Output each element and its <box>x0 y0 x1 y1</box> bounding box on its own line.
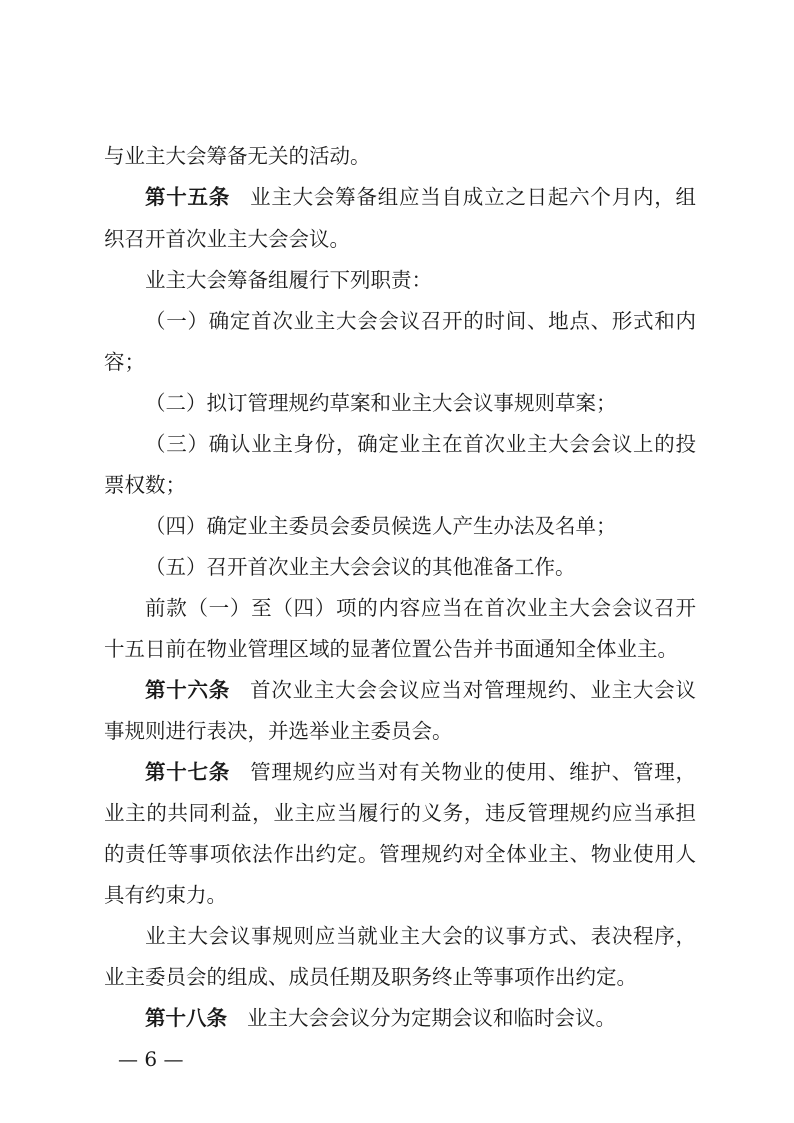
list-item <box>145 513 696 539</box>
text-line <box>104 226 696 252</box>
text-line <box>104 636 696 662</box>
line-text: 与业主大会筹备无关的活动。 <box>104 144 371 168</box>
text-line <box>104 964 696 990</box>
line-text: 票权数； <box>104 473 186 497</box>
line-text: 首次业主大会会议应当对管理规约、业主大会议 <box>250 678 696 702</box>
list-item <box>145 390 696 416</box>
text-line <box>104 472 696 498</box>
list-item <box>145 431 696 457</box>
line-text: 业主委员会的组成、成员任期及职务终止等事项作出约定。 <box>104 965 637 989</box>
line-text: 前款（一）至（四）项的内容应当在首次业主大会会议召开 <box>145 596 696 620</box>
article-line <box>145 677 696 703</box>
line-text: （一）确定首次业主大会会议召开的时间、地点、形式和内 <box>145 309 696 333</box>
line-text: 业主的共同利益，业主应当履行的义务，违反管理规约应当承担 <box>104 801 696 825</box>
line-text: （四）确定业主委员会委员候选人产生办法及名单； <box>145 514 617 538</box>
article-heading: 第十七条 <box>145 760 231 784</box>
text-line <box>145 267 696 293</box>
line-text: 容； <box>104 350 145 374</box>
article-line <box>145 759 696 785</box>
line-text: 具有约束力。 <box>104 883 227 907</box>
article-line <box>145 184 696 210</box>
line-text: 织召开首次业主大会会议。 <box>104 227 350 251</box>
line-text: 业主大会议事规则应当就业主大会的议事方式、表决程序， <box>145 924 696 948</box>
line-text: 事规则进行表决，并选举业主委员会。 <box>104 719 453 743</box>
text-line <box>104 882 696 908</box>
text-line <box>104 143 696 169</box>
line-text: 的责任等事项依法作出约定。管理规约对全体业主、物业使用人 <box>104 842 696 866</box>
line-text: 十五日前在物业管理区域的显著位置公告并书面通知全体业主。 <box>104 637 678 661</box>
text-line <box>104 718 696 744</box>
line-text: 业主大会会议分为定期会议和临时会议。 <box>247 1006 616 1030</box>
text-line <box>145 595 696 621</box>
text-line <box>145 923 696 949</box>
text-line <box>104 800 696 826</box>
line-text: （二）拟订管理规约草案和业主大会议事规则草案； <box>145 391 617 415</box>
page-number: — 6 — <box>118 1047 184 1071</box>
article-line <box>145 1005 696 1031</box>
line-text: （五）召开首次业主大会会议的其他准备工作。 <box>145 555 576 579</box>
article-heading: 第十五条 <box>145 185 231 209</box>
line-text: 管理规约应当对有关物业的使用、维护、管理， <box>250 760 696 784</box>
line-text: （三）确认业主身份，确定业主在首次业主大会会议上的投 <box>145 432 696 456</box>
article-heading: 第十六条 <box>145 678 231 702</box>
list-item <box>145 554 696 580</box>
text-line <box>104 349 696 375</box>
text-line <box>104 841 696 867</box>
list-item <box>145 308 696 334</box>
line-text: 业主大会筹备组履行下列职责： <box>145 268 432 292</box>
article-heading: 第十八条 <box>145 1006 227 1030</box>
line-text: 业主大会筹备组应当自成立之日起六个月内，组 <box>250 185 696 209</box>
